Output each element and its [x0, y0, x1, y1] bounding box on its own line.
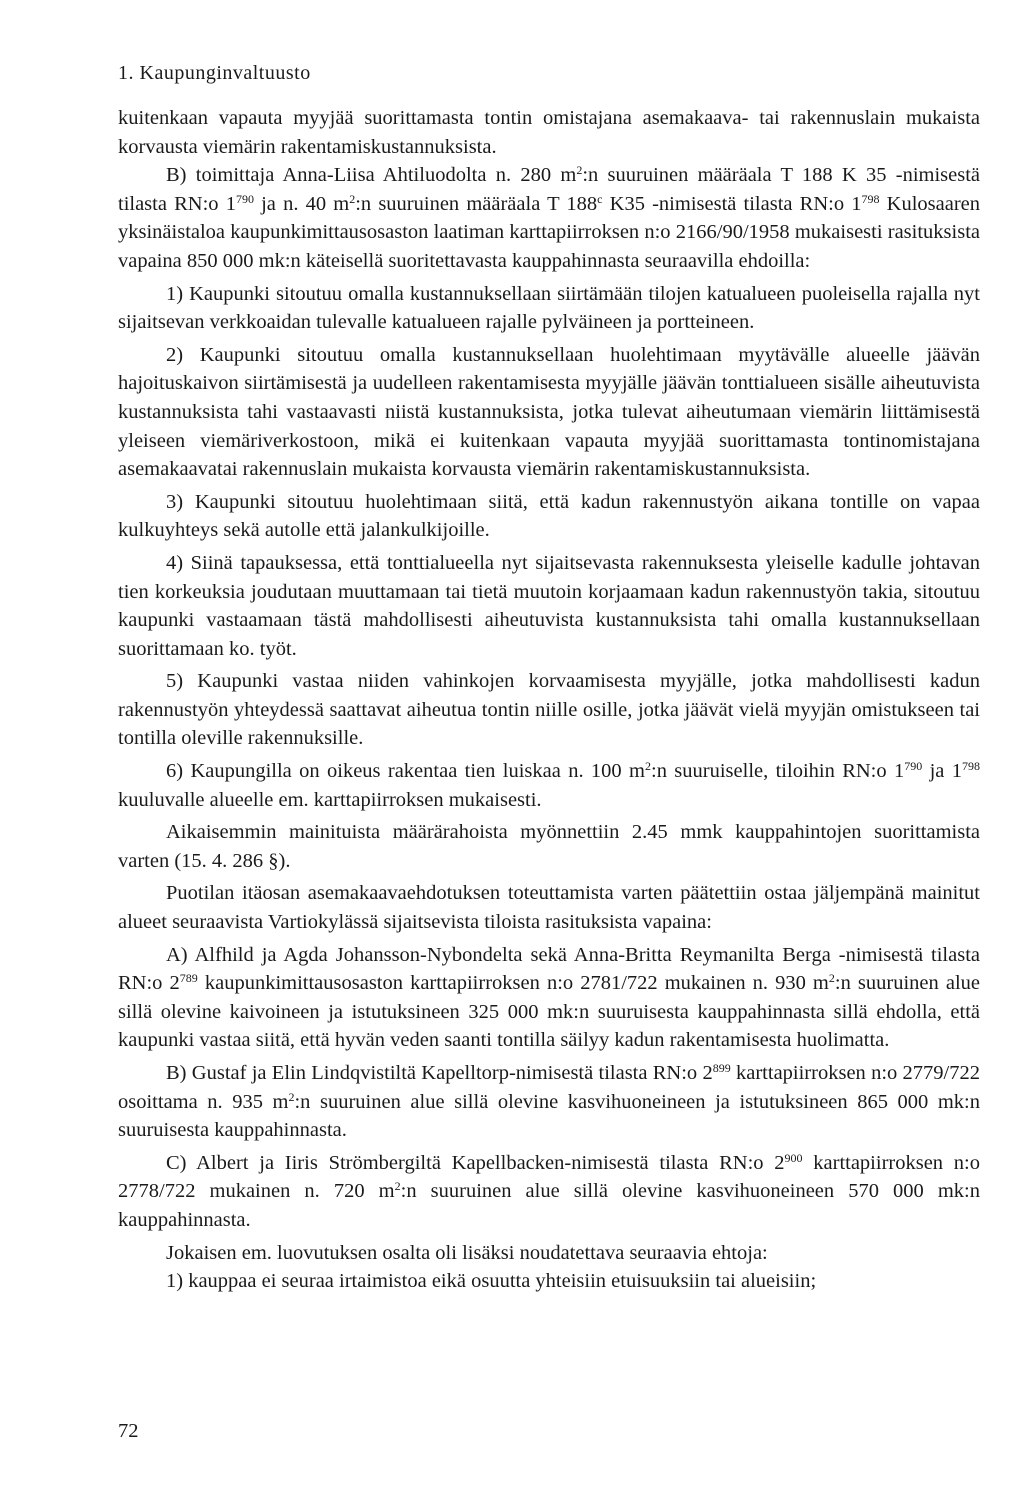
paragraph-appropriation: Aikaisemmin mainituista määrärahoista myönnettiin 2.45 mmk kauppahintojen suorittamista varten (15. 4. 286 §). [118, 821, 980, 872]
condition-1: 1) Kaupunki sitoutuu omalla kustannuksellaan siirtämään tilojen katualueen puoleisella rajalla nyt sijaitsevan verkkoaidan tulevalle katualueen rajalle pylväineen ja portteineen. [118, 282, 980, 334]
condition-5: 5) Kaupunki vastaa niiden vahinkojen korvaamisesta myyjälle, jotka mahdollisesti kadun rakennustyön yhteydessä saattavat aiheutua tontin niille osille, jotka jäävät vielä myyjän omistukseen tai tontilla oleville rakennuksille. [118, 670, 980, 750]
paragraph-additional-terms: Jokaisen em. luovutuksen osalta oli lisäksi noudatettava seuraavia ehtoja: [166, 1241, 768, 1264]
paragraph-puotila: Puotilan itäosan asemakaavaehdotuksen toteuttamista varten päätettiin ostaa jäljempänä mainitut alueet seuraavista Vartiokylässä sijaitsevista tiloista rasituksista vapaina: [118, 882, 980, 934]
page-number: 72 [118, 1420, 139, 1442]
purchase-a-berga: A) Alfhild ja Agda Johansson-Nybondelta sekä Anna-Britta Reymanilta Berga -nimisestä tilasta RN:o $2^{789}$ kaupunkimittausosaston karttapiirroksen n:o 2781/722 mukainen n. 930 $m^2:n$ suuruinen alue sillä olevine kaivoineen ja istutuksineen 325 000 mk:n suuruisesta kauppahinnasta sillä ehdolla, että kaupunki vastaa siitä, että hyvän veden saanti tontilla säilyy kadun rakentamisesta huolimatta. [118, 943, 980, 1052]
condition-6: 6) Kaupungilla on oikeus rakentaa tien luiskaa n. 100 $m^2:n$ suuruiselle, tiloihin RN:o $1^{790}$ ja $1^{798}$ kuuluvalle alueelle em. karttapiirroksen mukaisesti. [118, 759, 981, 811]
purchase-c-kapellbacken: C) Albert ja Iiris Strömbergiltä Kapellbacken-nimisestä tilasta RN:o $2^{900}$ karttapiirroksen n:o 2778/722 mukainen n. 720 $m^2:n$ suuruinen alue sillä olevine kasvihuoneineen 570 000 mk:n kauppahinnasta. [118, 1150, 981, 1231]
condition-3: 3) Kaupunki sitoutuu huolehtimaan siitä, että kadun rakennustyön aikana tontille on vapaa kulkuyhteys sekä autolle että jalankulkijoille. [118, 490, 980, 542]
body-text [118, 104, 980, 1296]
section-number: 1. [118, 62, 134, 84]
paragraph-sale-b-ahtiluoto: B) toimittaja Anna-Liisa Ahtiluodolta n. 280 $m^2:n$ suuruinen määräala T 188 K 35 -nimisestä tilasta RN:o $1^{790}$ ja n. 40 $m^2:n$ suuruinen määräala T 188$^c$ K35 -nimisestä tilasta RN:o $1^{798}$ Kulosaaren yksinäistaloa kaupunkimittausosaston laatiman karttapiirroksen n:o 2166/90/1958 mukaisesti rasituksista vapaina 850 000 mk:n käteisellä suoritettavasta kauppahinnasta seuraavilla ehdoilla: [118, 163, 981, 272]
purchase-b-kapelltorp: B) Gustaf ja Elin Lindqvistiltä Kapelltorp-nimisestä tilasta RN:o $2^{899}$ karttapiirroksen n:o 2779/722 osoittama n. 935 $m^2:n$ suuruinen alue sillä olevine kasvihuoneineen ja istutuksineen 865 000 mk:n suuruisesta kauppahinnasta. [118, 1061, 980, 1142]
paragraph-continuation: kuitenkaan vapauta myyjää suorittamasta tontin omistajana asemakaava- tai rakennuslain mukaista korvausta viemärin rakentamiskustannuksista. [118, 107, 980, 158]
condition-4: 4) Siinä tapauksessa, että tonttialueella nyt sijaitsevasta rakennuksesta yleiselle kadulle johtavan tien korkeuksia joudutaan muuttamaan tai tietä muutoin korjaamaan kadun rakennustyön takia, sitoutuu kaupunki vastaamaan tästä mahdollisesti aiheutuvista kustannuksista tahi omalla kustannuksellaan suorittamaan ko. työt. [118, 551, 980, 660]
section-title: Kaupunginvaltuusto [139, 62, 311, 84]
term-1: 1) kauppaa ei seuraa irtaimistoa eikä osuutta yhteisiin etuisuuksiin tai alueisiin; [166, 1270, 817, 1293]
running-head [118, 62, 311, 85]
condition-2: 2) Kaupunki sitoutuu omalla kustannuksellaan huolehtimaan myytävälle alueelle jäävän hajoituskaivon siirtämisestä ja uudelleen rakentamisesta myyjälle jäävän tonttialueen sisälle aiheutuvista kustannuksista tahi vastaavasti niistä kustannuksista, jotka tulevat aiheutumaan viemärin liittämisestä yleiseen viemäriverkostoon, mikä ei kuitenkaan vapauta myyjää suorittamasta tontinomistajana asemakaavatai rakennuslain mukaista korvausta viemärin rakentamiskustannuksista. [118, 343, 980, 481]
